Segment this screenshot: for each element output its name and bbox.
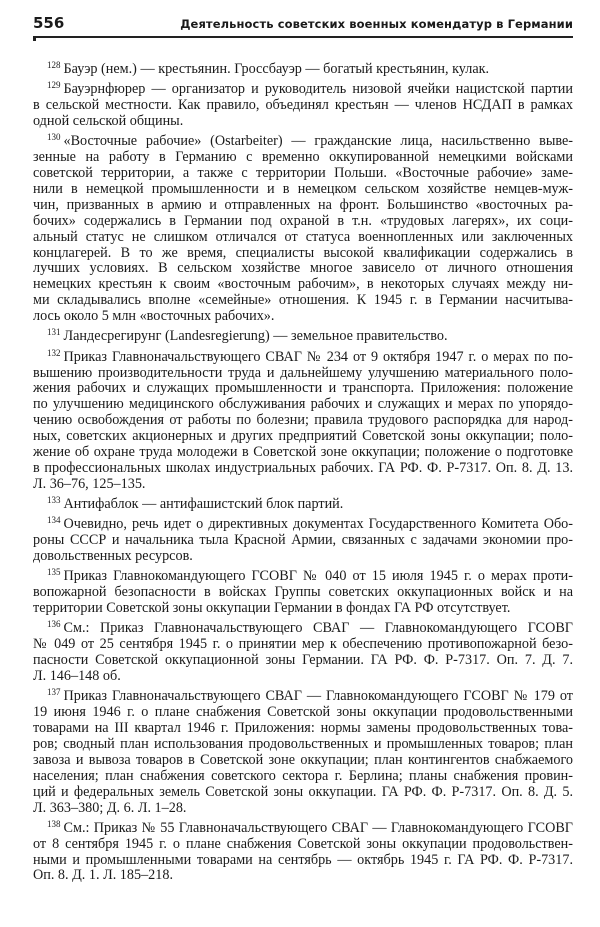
footnote-text: в профессиональных школах индустриальных рабочих. ГА РФ. Ф. Р-7317. Оп. 8. Д. 13.	[33, 459, 573, 476]
footnote-text: чению освобождения от работы по болезни; правила трудового распорядка для народ-	[33, 412, 573, 429]
footnote-text: Л. 146–148 об.	[33, 668, 121, 684]
footnote-number: 129	[47, 80, 61, 91]
footnote-text: чин, призванных в армию и отправленных на фронт. Большинство «восточных ра-	[33, 196, 573, 213]
footnote-135	[33, 569, 573, 617]
footnote-line	[33, 637, 573, 653]
footnote-line	[33, 653, 573, 669]
footnote-text: жение об охране труда молодежи в Советской зоне оккупации; положение о подготовке	[33, 444, 573, 461]
footnote-line	[33, 166, 573, 182]
footnote-text: нили в немецкой промышленности и в немецком сельском хозяйстве немцев-муж-	[33, 180, 573, 197]
footnote-text: ми складывались вполне «семейные» отношения. К 1945 г. в Германии насчитыва-	[33, 292, 573, 309]
footnote-line	[33, 381, 573, 397]
footnote-text: в сельской местности. Как правило, объединял крестьян — членов НСДАП в рамках	[33, 97, 573, 114]
footnote-line	[33, 737, 573, 753]
footnote-text: См.: Приказ Главноначальствующего СВАГ — Главнокомандующего ГСОВГ	[63, 620, 573, 637]
footnote-line	[33, 397, 573, 413]
footnote-text: завоза и вывоза товаров в Советской зоне оккупации; план контингентов снабжаемого	[33, 751, 573, 768]
footnote-138	[33, 818, 573, 885]
footnote-text: вышению производительности труда и дальнейшему улучшению материального поло-	[33, 364, 573, 381]
footnote-line	[33, 461, 573, 477]
footnote-text: Приказ Главноначальствующего СВАГ — Главнокомандующего ГСОВГ № 179 от	[63, 688, 573, 705]
footnote-text: Приказ Главноначальствующего СВАГ № 234 от 9 октября 1947 г. о мерах по по-	[63, 348, 573, 365]
running-header	[33, 14, 573, 36]
footnote-text: См.: Приказ № 55 Главноначальствующего СВАГ — Главнокомандующего ГСОВГ	[63, 819, 573, 836]
running-title: Деятельность советских военных комендатур в Германии	[180, 17, 573, 31]
footnote-text: товарами на III квартал 1946 г. Приложения: нормы замены продовольственных това-	[33, 720, 573, 737]
footnote-line	[33, 705, 573, 721]
page-number: 556	[33, 14, 65, 32]
footnote-line	[33, 837, 573, 853]
footnote-line	[33, 769, 573, 785]
footnote-number: 132	[47, 347, 61, 358]
footnote-line	[33, 309, 573, 325]
footnote-line	[33, 445, 573, 461]
footnote-line	[33, 198, 573, 214]
footnote-line	[33, 98, 573, 114]
footnote-text: населения; план снабжения советского сектора г. Берлина; планы снабжения провин-	[33, 767, 573, 784]
footnote-text: Л. 363–380; Д. 6. Л. 1–28.	[33, 799, 187, 816]
footnote-text: вопожарной безопасности в войсках Группы советских оккупационных войск и на	[33, 584, 573, 601]
footnote-number: 136	[47, 619, 61, 630]
footnote-text: альный статус не слишком отличался от статуса военнопленных или заключенных	[33, 228, 573, 245]
footnote-number: 133	[47, 495, 61, 506]
footnote-number: 131	[47, 327, 61, 338]
footnote-line	[33, 214, 573, 230]
footnote-text: Л. 36–76, 125–135.	[33, 475, 146, 492]
footnote-line	[33, 549, 573, 565]
footnote-line	[33, 413, 573, 429]
footnote-text: роны СССР и начальника тыла Красной Армии, связанных с задачами экономии про-	[33, 532, 573, 549]
footnote-line	[33, 82, 573, 98]
footnote-text: Приказ Главнокомандующего ГСОВГ № 040 от 15 июля 1945 г. о мерах проти-	[63, 568, 573, 585]
footnote-number: 138	[47, 818, 61, 829]
footnote-line	[33, 293, 573, 309]
footnote-text: от 8 сентября 1945 г. о плане снабжения Советской зоны оккупации продовольствен-	[33, 835, 573, 852]
footnote-text: Бауэрнфюрер — организатор и руководитель низовой ячейки нацистской партии	[63, 81, 573, 98]
footnote-130	[33, 134, 573, 325]
footnote-text: советской территории, а также с территории Польши. «Восточные рабочие» заме-	[33, 165, 573, 182]
footnote-line	[33, 134, 573, 150]
footnote-line	[33, 261, 573, 277]
footnote-line	[33, 517, 573, 533]
footnote-text: ций и федеральных земель Советской зоны оккупации. ГА РФ. Ф. Р-7317. Оп. 8. Д. 5.	[33, 783, 573, 800]
footnote-text: Оп. 8. Д. 1. Л. 185–218.	[33, 867, 173, 884]
footnote-text: ров; сводный план использования продовольственных и промышленных товаров; план	[33, 735, 573, 752]
footnote-text: довольственных ресурсов.	[33, 548, 193, 565]
footnote-line	[33, 689, 573, 705]
footnote-line	[33, 669, 573, 685]
footnote-text: ными и промышленными товарами на сентябрь — октябрь 1945 г. ГА РФ. Ф. Р-7317.	[33, 851, 573, 868]
footnote-128	[33, 62, 573, 78]
footnote-text: Ландесрегирунг (Landesregierung) — земельное правительство.	[63, 328, 448, 345]
footnote-text: Очевидно, речь идет о директивных документах Государственного Комитета Обо-	[63, 516, 573, 533]
footnote-text: № 049 от 25 сентября 1945 г. о принятии мер к обеспечению противопожарной безо-	[33, 636, 573, 653]
footnote-line	[33, 818, 573, 837]
footnote-line	[33, 182, 573, 198]
footnote-text: пасности Советской оккупационной зоны Германии. ГА РФ. Ф. Р-7317. Оп. 7. Д. 7.	[33, 652, 573, 669]
footnote-136	[33, 621, 573, 685]
footnote-line	[33, 114, 573, 130]
footnote-text: концлагерей. В то же время, специалисты высокой квалификации содержались в	[33, 244, 573, 261]
footnote-text: 19 июня 1946 г. о плане снабжения Советской зоны оккупации продовольственными	[33, 704, 573, 721]
footnote-line	[33, 853, 573, 869]
footnote-line	[33, 721, 573, 737]
footnote-line	[33, 497, 573, 513]
footnote-line	[33, 785, 573, 801]
footnote-number: 137	[47, 687, 61, 698]
footnote-text: зенные на работу в Германию с временно оккупированной немецкими войсками	[33, 149, 573, 166]
footnote-134	[33, 517, 573, 565]
footnote-line	[33, 62, 573, 78]
footnote-text: Антифаблок — антифашистский блок партий.	[63, 496, 344, 513]
footnote-text: одной сельской общины.	[33, 113, 184, 130]
footnote-text: по улучшению медицинского обслуживания рабочих и служащих и мерах по упорядо-	[33, 396, 573, 413]
footnote-text: «Восточные рабочие» (Ostarbeiter) — гражданские лица, насильственно выве-	[63, 133, 573, 150]
footnote-line	[33, 230, 573, 246]
footnote-132	[33, 347, 573, 493]
footnote-line	[33, 246, 573, 262]
footnote-text: немецких крестьян к своим «восточным рабочим», в некоторых случаях между ни-	[33, 276, 573, 293]
footnote-line	[33, 533, 573, 549]
footnote-text: лучших условиях. В сельском хозяйстве многое зависело от личного отношения	[33, 260, 573, 277]
footnote-line	[33, 429, 573, 445]
footnotes-list	[33, 62, 573, 889]
footnote-131	[33, 329, 573, 345]
footnote-number: 134	[47, 515, 61, 526]
footnote-line	[33, 477, 573, 493]
footnote-line	[33, 585, 573, 601]
footnote-129	[33, 82, 573, 130]
footnote-line	[33, 347, 573, 366]
footnote-number: 135	[47, 567, 61, 578]
footnote-line	[33, 801, 573, 817]
footnote-text: Бауэр (нем.) — крестьянин. Гроссбауэр — богатый крестьянин, кулак.	[63, 61, 490, 77]
footnote-text: лось около 5 млн «восточных рабочих».	[33, 308, 275, 325]
footnote-line	[33, 150, 573, 166]
header-rule	[33, 36, 573, 38]
footnote-line	[33, 868, 573, 884]
footnote-text: жения рабочих и служащих промышленности и транспорта. Приложения: положение	[33, 380, 573, 397]
footnote-line	[33, 366, 573, 382]
footnote-line	[33, 569, 573, 585]
footnote-text: территории Советской зоны оккупации Германии в фондах ГА РФ отсутствует.	[33, 600, 511, 617]
footnote-137	[33, 689, 573, 816]
footnote-line	[33, 277, 573, 293]
header-rule-mark	[33, 38, 36, 41]
footnote-133	[33, 497, 573, 513]
footnote-text: бочих» содержались в Германии под охраной в т.н. «трудовых лагерях», их соци-	[33, 212, 573, 229]
footnote-number: 128	[47, 60, 61, 70]
footnote-line	[33, 329, 573, 345]
footnote-number: 130	[47, 132, 61, 143]
footnote-line	[33, 601, 573, 617]
footnote-text: ных, советских акционерных и других предприятий Советской зоны оккупации; поло-	[33, 428, 573, 445]
footnote-line	[33, 621, 573, 637]
footnote-line	[33, 753, 573, 769]
